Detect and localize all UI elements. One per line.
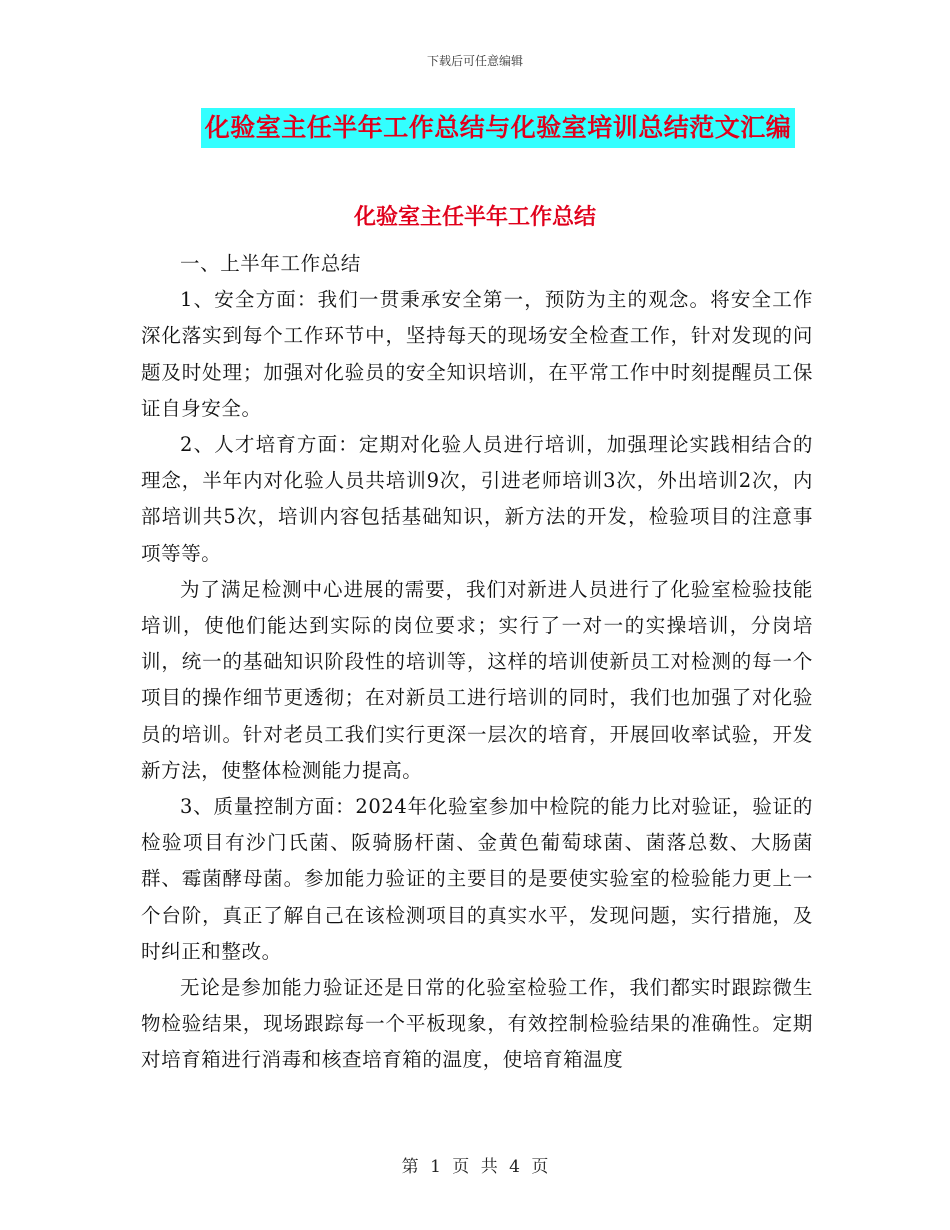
section-title: 化验室主任半年工作总结 xyxy=(353,204,596,230)
document-title-wrapper xyxy=(0,108,950,148)
paragraph: 为了满足检测中心进展的需要，我们对新进人员进行了化验室检验技能培训，使他们能达到实际的岗位要求；实行了一对一的实操培训，分岗培训，统一的基础知识阶段性的培训等，这样的培训使新员工对检测的每一个项目的操作细节更透彻；在对新员工进行培训的同时，我们也加强了对化验员的培训。针对老员工我们实行更深一层次的培育，开展回收率试验，开发新方法，使整体检测能力提高。 xyxy=(141,577,813,782)
page-number-footer: 第 1 页 共 4 页 xyxy=(401,1157,549,1177)
paragraph: 2、人才培育方面：定期对化验人员进行培训，加强理论实践相结合的理念，半年内对化验人员共培训9次，引进老师培训3次，外出培训2次，内部培训共5次，培训内容包括基础知识，新方法的开发，检验项目的注意事项等等。 xyxy=(141,433,813,565)
header-note: 下载后可任意编辑 xyxy=(426,54,523,68)
document-body xyxy=(141,246,813,1079)
paragraph-heading: 一、上半年工作总结 xyxy=(180,252,361,275)
paragraph: 3、质量控制方面：2024年化验室参加中检院的能力比对验证，验证的检验项目有沙门氏菌、阪骑肠杆菌、金黄色葡萄球菌、菌落总数、大肠菌群、霉菌酵母菌。参加能力验证的主要目的是要使实验室的检验能力更上一个台阶，真正了解自己在该检测项目的真实水平，发现问题，实行措施，及时纠正和整改。 xyxy=(141,795,813,963)
paragraph: 1、安全方面：我们一贯秉承安全第一，预防为主的观念。将安全工作深化落实到每个工作环节中，坚持每天的现场安全检查工作，针对发现的问题及时处理；加强对化验员的安全知识培训，在平常工作中时刻提醒员工保证自身安全。 xyxy=(141,288,813,420)
document-title: 化验室主任半年工作总结与化验室培训总结范文汇编 xyxy=(201,108,796,148)
paragraph: 无论是参加能力验证还是日常的化验室检验工作，我们都实时跟踪微生物检验结果，现场跟踪每一个平板现象，有效控制检验结果的准确性。定期对培育箱进行消毒和核查培育箱的温度，使培育箱温度 xyxy=(141,976,813,1072)
